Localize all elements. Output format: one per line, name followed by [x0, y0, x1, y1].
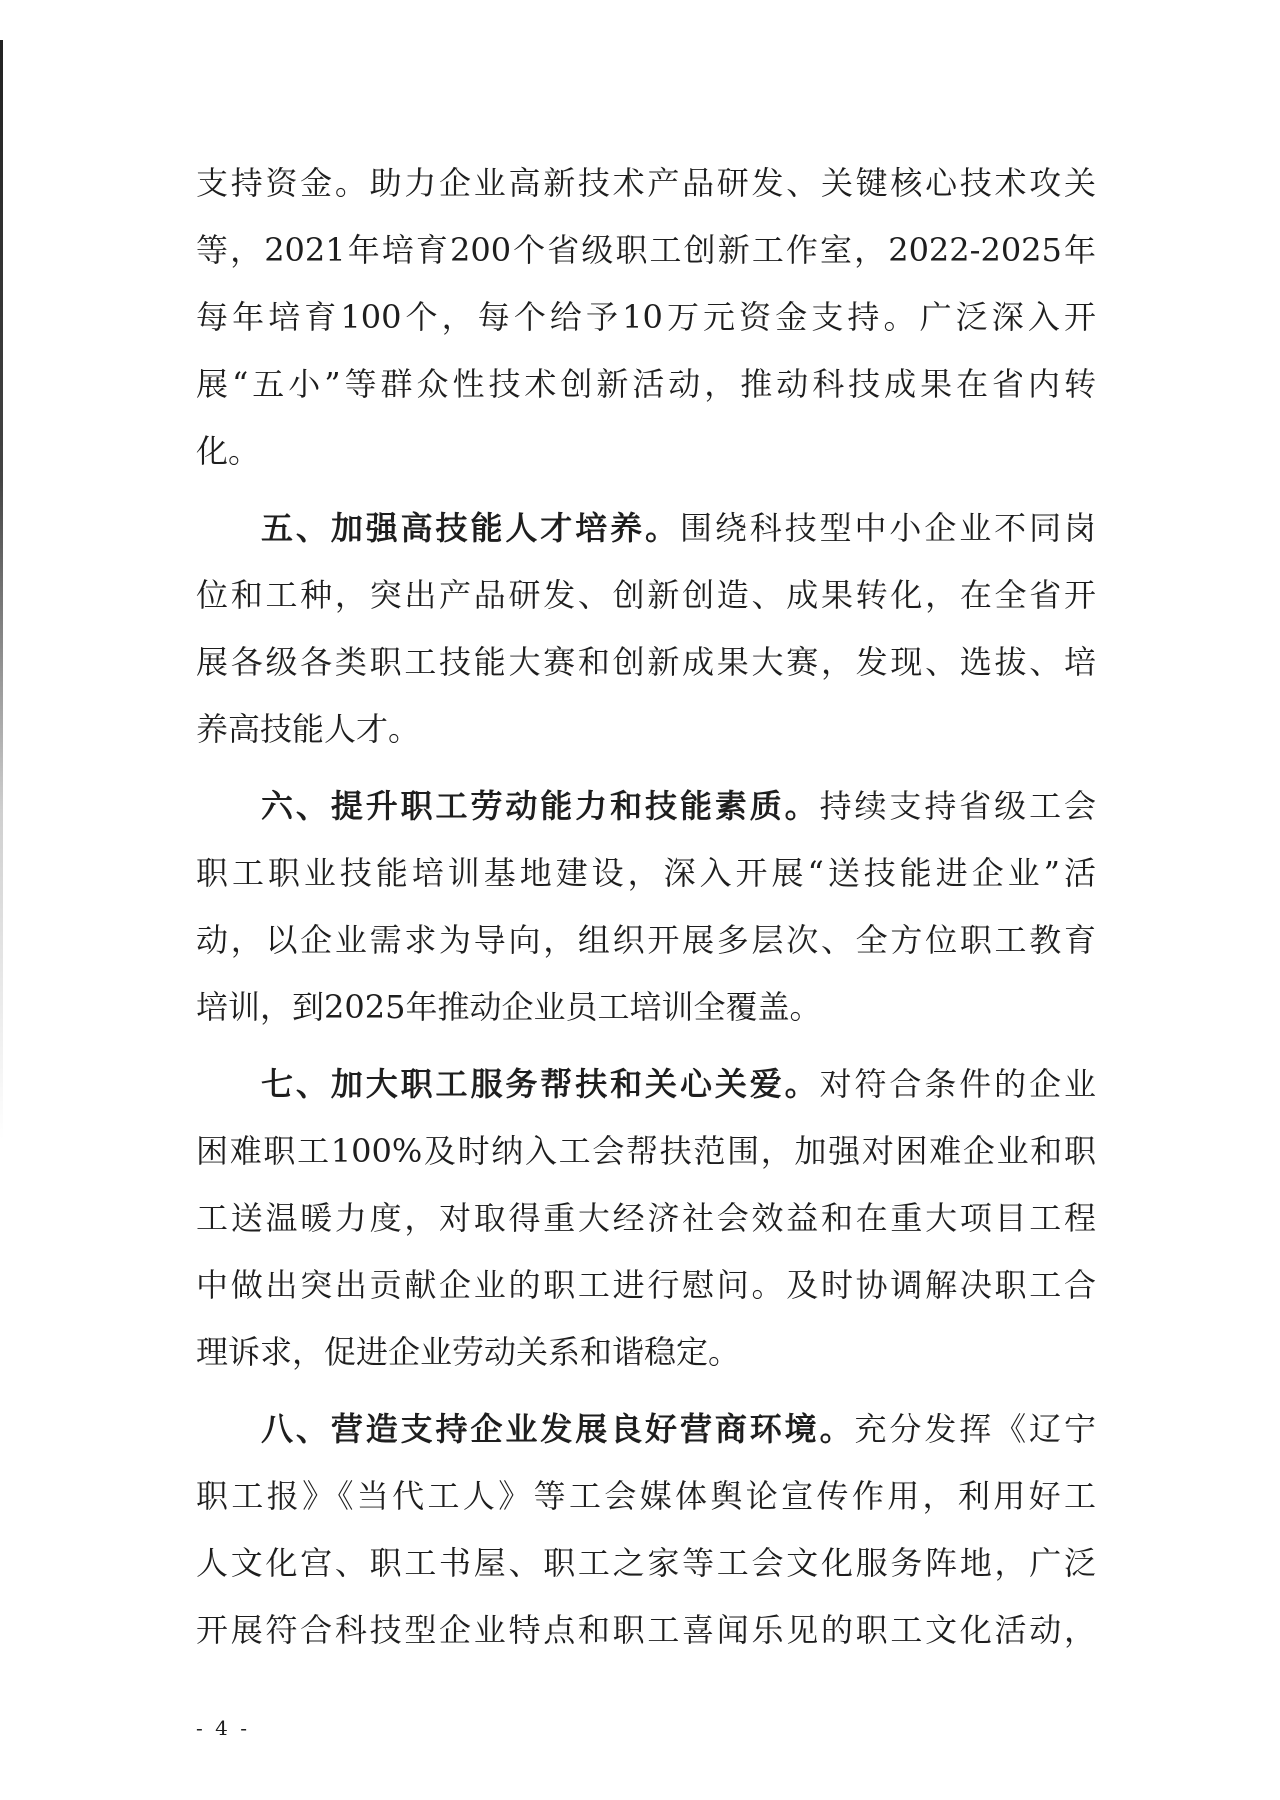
document-body — [196, 150, 1096, 1664]
page-number: - 4 - — [196, 1716, 250, 1740]
text-line: 支持资金。助力企业高新技术产品研发、关键核心技术攻关 — [196, 164, 1096, 202]
section-text: 围绕科技型中小企业不同岗 — [679, 509, 1096, 547]
text-line: 职工职业技能培训基地建设，深入开展“送技能进企业”活 — [196, 854, 1096, 892]
text-line — [196, 773, 1096, 840]
text-line: 动，以企业需求为导向，组织开展多层次、全方位职工教育 — [196, 921, 1096, 959]
text-line: 养高技能人才。 — [196, 710, 421, 748]
text-line: 位和工种，突出产品研发、创新创造、成果转化，在全省开 — [196, 576, 1096, 614]
section-heading: 七、加大职工服务帮扶和关心关爱。 — [261, 1065, 820, 1103]
section-5 — [196, 495, 1096, 763]
paragraph-continuation — [196, 150, 1096, 485]
text-line — [196, 1051, 1096, 1118]
text-line: 化。 — [196, 432, 261, 470]
section-heading: 五、加强高技能人才培养。 — [261, 509, 680, 547]
section-text: 持续支持省级工会 — [819, 787, 1096, 825]
section-text: 充分发挥《辽宁 — [854, 1410, 1096, 1448]
section-8 — [196, 1396, 1096, 1664]
text-line: 展各级各类职工技能大赛和创新成果大赛，发现、选拔、培 — [196, 643, 1096, 681]
text-line: 等，2021年培育200个省级职工创新工作室，2022-2025年 — [196, 231, 1096, 269]
text-line: 中做出突出贡献企业的职工进行慰问。及时协调解决职工合 — [196, 1266, 1096, 1304]
text-line: 工送温暖力度，对取得重大经济社会效益和在重大项目工程 — [196, 1199, 1096, 1237]
text-line: 每年培育100个，每个给予10万元资金支持。广泛深入开 — [196, 298, 1096, 336]
text-line — [196, 1396, 1096, 1463]
scan-edge-shadow — [0, 40, 3, 1140]
text-line: 理诉求，促进企业劳动关系和谐稳定。 — [196, 1333, 741, 1371]
section-heading: 六、提升职工劳动能力和技能素质。 — [261, 787, 820, 825]
section-6 — [196, 773, 1096, 1041]
text-line — [196, 495, 1096, 562]
text-line: 培训，到2025年推动企业员工培训全覆盖。 — [196, 988, 822, 1026]
text-line: 困难职工100%及时纳入工会帮扶范围，加强对困难企业和职 — [196, 1132, 1096, 1170]
section-text: 对符合条件的企业 — [819, 1065, 1096, 1103]
text-line: 职工报》《当代工人》等工会媒体舆论宣传作用，利用好工 — [196, 1477, 1096, 1515]
text-line: 开展符合科技型企业特点和职工喜闻乐见的职工文化活动， — [196, 1611, 1096, 1649]
text-line: 人文化宫、职工书屋、职工之家等工会文化服务阵地，广泛 — [196, 1544, 1096, 1582]
text-line: 展“五小”等群众性技术创新活动，推动科技成果在省内转 — [196, 365, 1096, 403]
section-7 — [196, 1051, 1096, 1386]
section-heading: 八、营造支持企业发展良好营商环境。 — [261, 1410, 855, 1448]
